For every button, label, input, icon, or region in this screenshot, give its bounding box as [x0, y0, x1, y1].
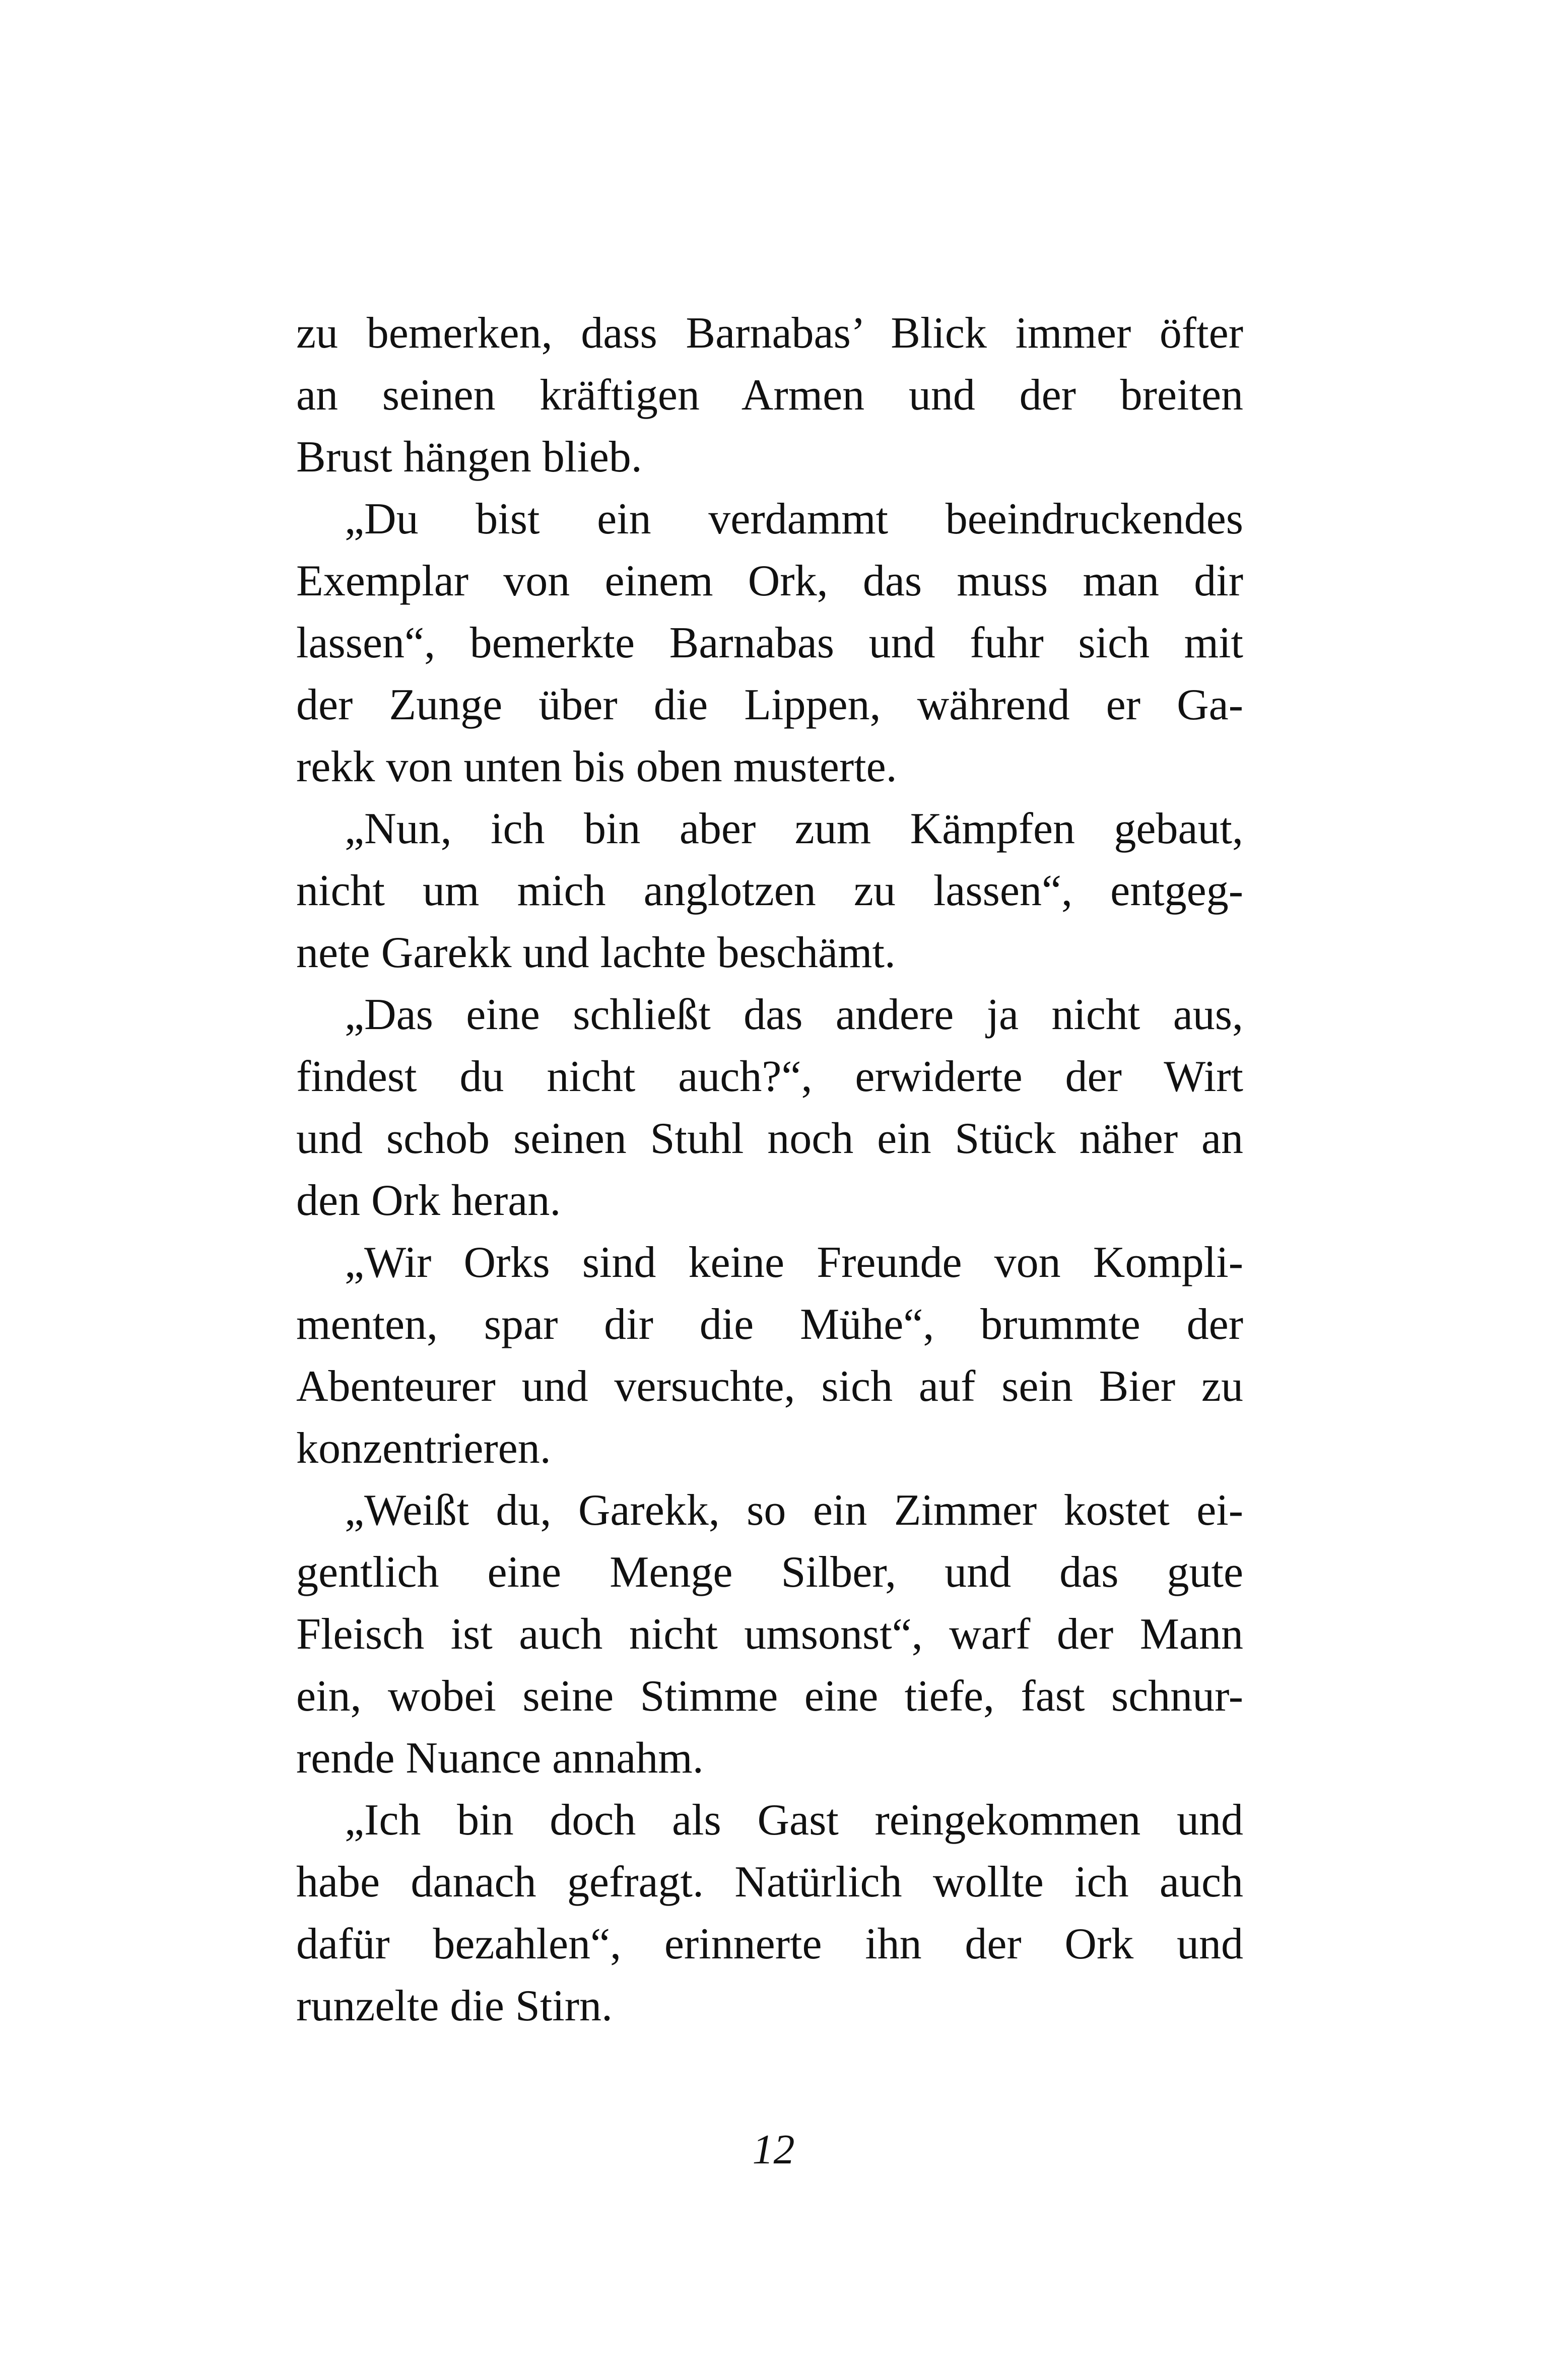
- text-line: „Wir Orks sind keine Freunde von Kompli-: [345, 1238, 1243, 1287]
- text-line: habe danach gefragt. Natürlich wollte ich auch: [296, 1858, 1243, 1907]
- text-line: nicht um mich anglotzen zu lassen“, entgeg-: [296, 866, 1243, 915]
- text-line: „Weißt du, Garekk, so ein Zimmer kostet ei-: [345, 1486, 1243, 1535]
- text-line: nete Garekk und lachte beschämt.: [296, 928, 896, 977]
- text-line: gentlich eine Menge Silber, und das gute: [296, 1548, 1243, 1597]
- text-line: rekk von unten bis oben musterte.: [296, 742, 897, 791]
- text-line: den Ork heran.: [296, 1176, 561, 1225]
- text-line: lassen“, bemerkte Barnabas und fuhr sich mit: [296, 619, 1243, 667]
- text-line: „Ich bin doch als Gast reingekommen und: [345, 1796, 1243, 1845]
- text-line: menten, spar dir die Mühe“, brummte der: [296, 1300, 1243, 1349]
- text-line: „Du bist ein verdammt beeindruckendes: [345, 495, 1243, 543]
- text-line: „Das eine schließt das andere ja nicht aus,: [345, 990, 1243, 1039]
- text-line: Fleisch ist auch nicht umsonst“, warf der Mann: [296, 1610, 1243, 1659]
- text-line: „Nun, ich bin aber zum Kämpfen gebaut,: [345, 804, 1243, 853]
- text-line: und schob seinen Stuhl noch ein Stück näher an: [296, 1114, 1243, 1163]
- text-line: zu bemerken, dass Barnabas’ Blick immer öfter: [296, 309, 1243, 358]
- text-line: findest du nicht auch?“, erwiderte der Wirt: [296, 1052, 1243, 1101]
- text-line: der Zunge über die Lippen, während er Ga-: [296, 681, 1243, 729]
- text-line: Abenteurer und versuchte, sich auf sein Bier zu: [296, 1362, 1243, 1411]
- text-line: Brust hängen blieb.: [296, 433, 642, 482]
- page-number: 12: [752, 2126, 795, 2173]
- text-line: ein, wobei seine Stimme eine tiefe, fast schnur-: [296, 1672, 1243, 1721]
- text-line: rende Nuance annahm.: [296, 1734, 704, 1783]
- text-line: konzentrieren.: [296, 1424, 551, 1473]
- body-text: [296, 302, 1243, 2037]
- text-line: runzelte die Stirn.: [296, 1982, 613, 2030]
- text-line: dafür bezahlen“, erinnerte ihn der Ork und: [296, 1920, 1243, 1968]
- text-line: Exemplar von einem Ork, das muss man dir: [296, 557, 1243, 605]
- text-line: an seinen kräftigen Armen und der breiten: [296, 371, 1243, 420]
